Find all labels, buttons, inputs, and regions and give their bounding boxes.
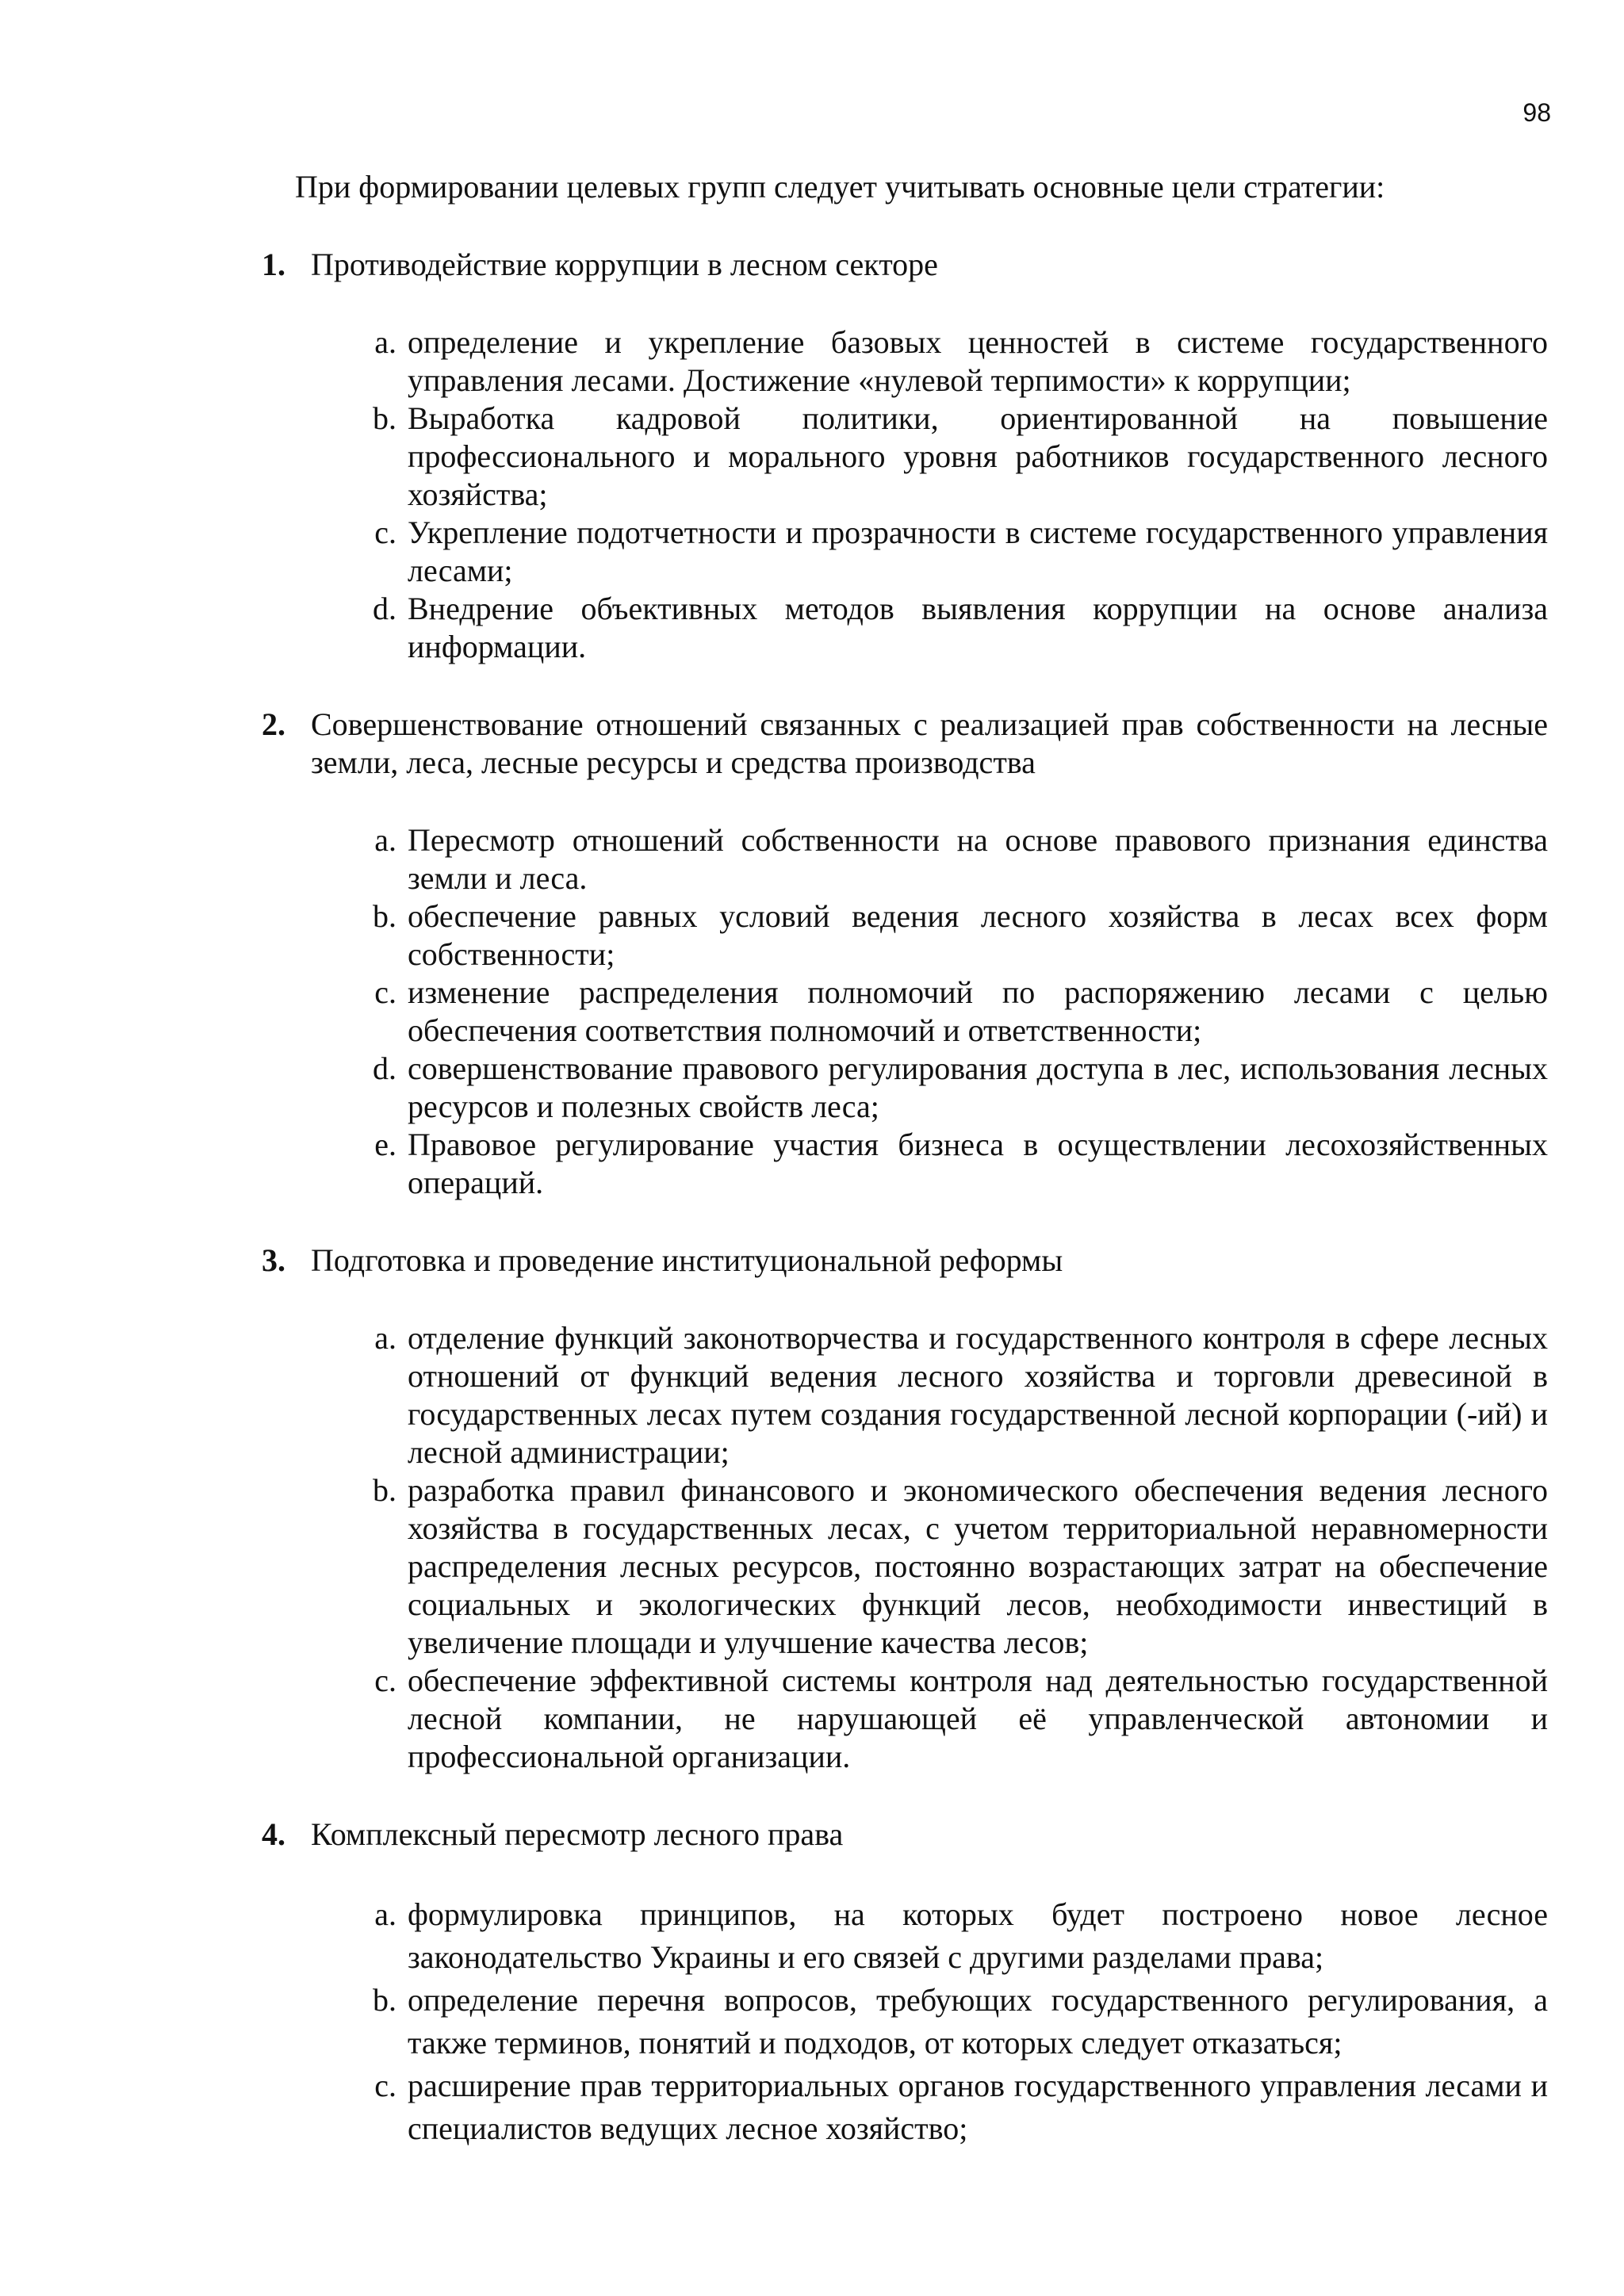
section-number: 2. [262,706,285,742]
list-item [358,1471,1548,1662]
list-item [358,1662,1548,1776]
item-letter: a. [374,1896,396,1932]
list-item [358,1893,1548,1979]
item-letter: e. [374,1127,396,1162]
list-item [358,1050,1548,1126]
item-letter: a. [374,1320,396,1356]
document-body [262,168,1548,2190]
item-text: Правовое регулирование участия бизнеса в осуществлении лесохозяйственных операций. [408,1127,1548,1200]
item-list [262,1319,1548,1776]
item-letter: b. [373,898,396,934]
item-list [262,1893,1548,2150]
item-letter: a. [374,324,396,360]
item-text: Внедрение объективных методов выявления коррупции на основе анализа информации. [408,591,1548,664]
section-title-text: Подготовка и проведение институциональной реформы [311,1242,1063,1278]
item-text: Выработка кадровой политики, ориентированной на повышение профессионального и морального уровня работников государственного лесного хозяйства; [408,400,1548,512]
item-letter: b. [373,1472,396,1508]
list-item [358,974,1548,1050]
section-title [262,1242,1548,1280]
list-item [358,400,1548,514]
item-list [262,821,1548,1202]
section-number: 3. [262,1242,285,1278]
item-text: Укрепление подотчетности и прозрачности в системе государственного управления лесами; [408,515,1548,588]
list-item [358,1319,1548,1471]
item-letter: b. [373,1982,396,2018]
item-text: изменение распределения полномочий по распоряжению лесами с целью обеспечения соответствия полномочий и ответственности; [408,974,1548,1048]
list-item [358,1126,1548,1202]
item-letter: a. [374,822,396,858]
sections-list [262,246,1548,2150]
item-text: определение перечня вопросов, требующих государственного регулирования, а также терминов, понятий и подходов, от которых следует отказаться; [408,1982,1548,2061]
item-text: расширение прав территориальных органов государственного управления лесами и специалистов ведущих лесное хозяйство; [408,2068,1548,2146]
section-2 [262,706,1548,1202]
item-letter: c. [374,974,396,1010]
item-text: отделение функций законотворчества и государственного контроля в сфере лесных отношений от функций ведения лесного хозяйства и торговли древесиной в государственных лесах путем создания государственной лесной корпорации (-ий) и лесной администрации; [408,1320,1548,1470]
list-item [358,821,1548,897]
item-text: совершенствование правового регулирования доступа в лес, использования лесных ресурсов и полезных свойств леса; [408,1050,1548,1124]
item-text: формулировка принципов, на которых будет построено новое лесное законодательство Украины и его связей с другими разделами права; [408,1896,1548,1975]
section-4 [262,1816,1548,2150]
list-item [358,897,1548,974]
item-text: обеспечение эффективной системы контроля над деятельностью государственной лесной компании, не нарушающей её управленческой автономии и профессиональной организации. [408,1663,1548,1774]
list-item [358,2064,1548,2150]
item-letter: c. [374,2068,396,2103]
section-number: 1. [262,247,285,282]
item-text: Пересмотр отношений собственности на основе правового признания единства земли и леса. [408,822,1548,896]
item-letter: c. [374,515,396,550]
item-letter: d. [373,1050,396,1086]
list-item [358,590,1548,666]
list-item [358,514,1548,590]
section-number: 4. [262,1816,285,1852]
section-title-text: Комплексный пересмотр лесного права [311,1816,844,1852]
item-letter: d. [373,591,396,626]
intro-paragraph: При формировании целевых групп следует учитывать основные цели стратегии: [295,169,1385,205]
page-number: 98 [1522,98,1551,127]
list-item [358,1979,1548,2064]
section-title [262,706,1548,782]
section-title-text: Противодействие коррупции в лесном секторе [311,247,938,282]
section-1 [262,246,1548,666]
item-text: разработка правил финансового и экономического обеспечения ведения лесного хозяйства в государственных лесах, с учетом территориальной неравномерности распределения лесных ресурсов, постоянно возрастающих затрат на обеспечение социальных и экологических функций лесов, необходимости инвестиций в увеличение площади и улучшение качества лесов; [408,1472,1548,1660]
item-list [262,323,1548,666]
item-text: обеспечение равных условий ведения лесного хозяйства в лесах всех форм собственности; [408,898,1548,972]
section-title-text: Совершенствование отношений связанных с реализацией прав собственности на лесные земли, леса, лесные ресурсы и средства производства [311,706,1548,780]
section-title [262,246,1548,284]
section-title [262,1816,1548,1854]
item-text: определение и укрепление базовых ценностей в системе государственного управления лесами. Достижение «нулевой терпимости» к коррупции; [408,324,1548,398]
list-item [358,323,1548,400]
section-3 [262,1242,1548,1776]
item-letter: c. [374,1663,396,1698]
item-letter: b. [373,400,396,436]
